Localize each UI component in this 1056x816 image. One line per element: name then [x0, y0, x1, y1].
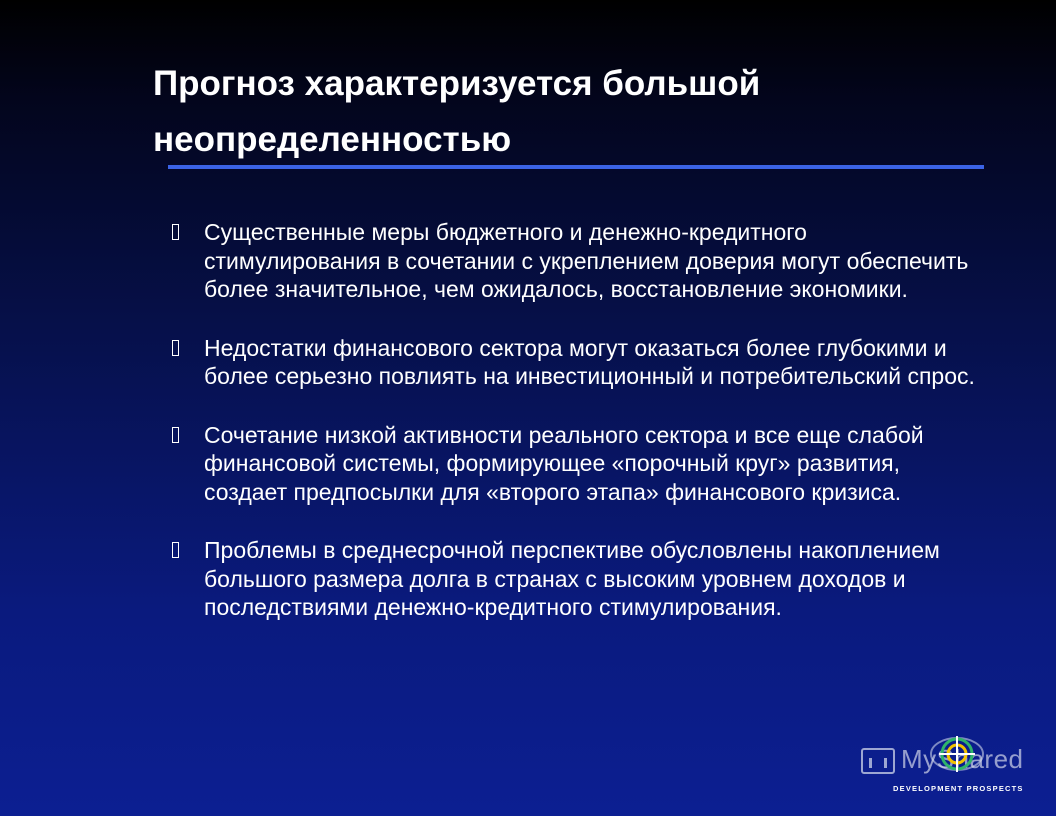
bullet-icon [168, 334, 204, 362]
bullet-text: Недостатки финансового сектора могут оказаться более глубокими и более серьезно повлиять на инвестиционный и потребительский спрос. [204, 334, 975, 389]
bullet-item [168, 218, 978, 304]
bullet-icon [168, 421, 204, 449]
globe-logo-icon [929, 730, 985, 778]
bullet-text: Сочетание низкой активности реального сектора и все еще слабой финансовой системы, формирующее «порочный круг» развития, создает предпосылки для «второго этапа» финансового кризиса. [204, 421, 924, 505]
watermark-caption: DEVELOPMENT PROSPECTS [893, 784, 1024, 793]
bullet-icon [168, 536, 204, 564]
bullet-item [168, 334, 978, 391]
bullet-item [168, 536, 978, 622]
bullet-text: Проблемы в среднесрочной перспективе обусловлены накоплением большого размера долга в странах с высоким уровнем доходов и последствиями денежно-кредитного стимулирования. [204, 537, 940, 620]
bullet-text: Существенные меры бюджетного и денежно-кредитного стимулирования в сочетании с укреплением доверия могут обеспечить более значительное, чем ожидалось, восстановление экономики. [204, 219, 969, 302]
bullet-item [168, 421, 978, 507]
slide-title: Прогноз характеризуется большой неопределенностью [153, 64, 761, 159]
bullet-list [168, 218, 978, 652]
watermark[interactable] [861, 730, 1036, 802]
bullet-icon [168, 218, 204, 246]
title-underline [168, 165, 984, 169]
watermark-brand: MyShared [901, 744, 1024, 774]
presentation-screen-icon [861, 748, 895, 774]
